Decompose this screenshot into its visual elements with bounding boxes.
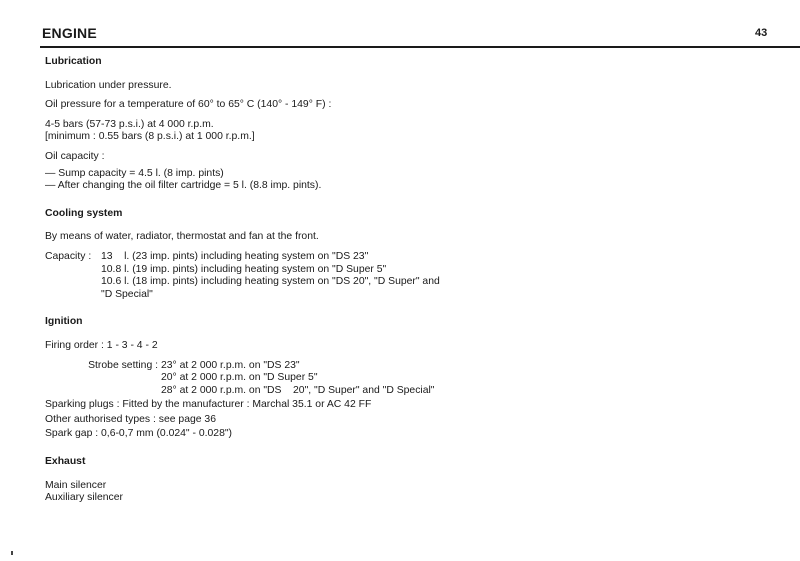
firing-order: Firing order : 1 - 3 - 4 - 2 (45, 339, 158, 351)
margin-mark (11, 551, 13, 555)
strobe-setting-line: 23° at 2 000 r.p.m. on "DS 23" (161, 359, 300, 371)
cooling-capacity-line: 10.6 l. (18 imp. pints) including heating system on "DS 20", "D Super" and (101, 276, 440, 288)
cooling-capacity-row (45, 251, 785, 264)
page-title: ENGINE (42, 25, 97, 41)
ignition-heading: Ignition (45, 316, 83, 328)
header-rule (40, 46, 800, 48)
oil-capacity-item: — Sump capacity = 4.5 l. (8 imp. pints) (45, 167, 224, 179)
exhaust-item: Auxiliary silencer (45, 492, 123, 504)
cooling-capacity-label: Capacity : (45, 250, 92, 262)
strobe-setting-label: Strobe setting : (88, 359, 158, 371)
oil-pressure-main: 4-5 bars (57-73 p.s.i.) at 4 000 r.p.m. (45, 118, 214, 130)
sparking-plugs: Sparking plugs : Fitted by the manufacturer : Marchal 35.1 or AC 42 FF (45, 399, 372, 411)
other-plug-types: Other authorised types : see page 36 (45, 413, 216, 425)
page-content (45, 56, 785, 505)
exhaust-item: Main silencer (45, 479, 107, 491)
cooling-heading: Cooling system (45, 207, 123, 219)
oil-pressure-min: [minimum : 0.55 bars (8 p.s.i.) at 1 000 r.p.m.] (45, 131, 255, 143)
lubrication-heading: Lubrication (45, 56, 102, 67)
exhaust-heading: Exhaust (45, 456, 86, 468)
cooling-intro: By means of water, radiator, thermostat and fan at the front. (45, 231, 319, 243)
cooling-capacity-line: 10.8 l. (19 imp. pints) including heating system on "D Super 5" (101, 263, 387, 275)
strobe-setting-row (45, 360, 785, 373)
lubrication-intro: Lubrication under pressure. (45, 79, 172, 91)
cooling-capacity-line: 13 l. (23 imp. pints) including heating system on "DS 23" (101, 250, 369, 262)
spark-gap: Spark gap : 0,6-0,7 mm (0.024" - 0.028") (45, 428, 232, 440)
strobe-setting-line: 20° at 2 000 r.p.m. on "D Super 5" (161, 372, 318, 384)
oil-capacity-item: — After changing the oil filter cartridge = 5 l. (8.8 imp. pints). (45, 180, 322, 192)
cooling-capacity-line: "D Special" (101, 288, 153, 300)
strobe-setting-line: 28° at 2 000 r.p.m. on "DS 20", "D Super" and "D Special" (161, 384, 435, 396)
oil-capacity-label: Oil capacity : (45, 150, 105, 162)
page-number: 43 (755, 27, 768, 39)
oil-pressure-label: Oil pressure for a temperature of 60° to 65° C (140° - 149° F) : (45, 99, 332, 111)
